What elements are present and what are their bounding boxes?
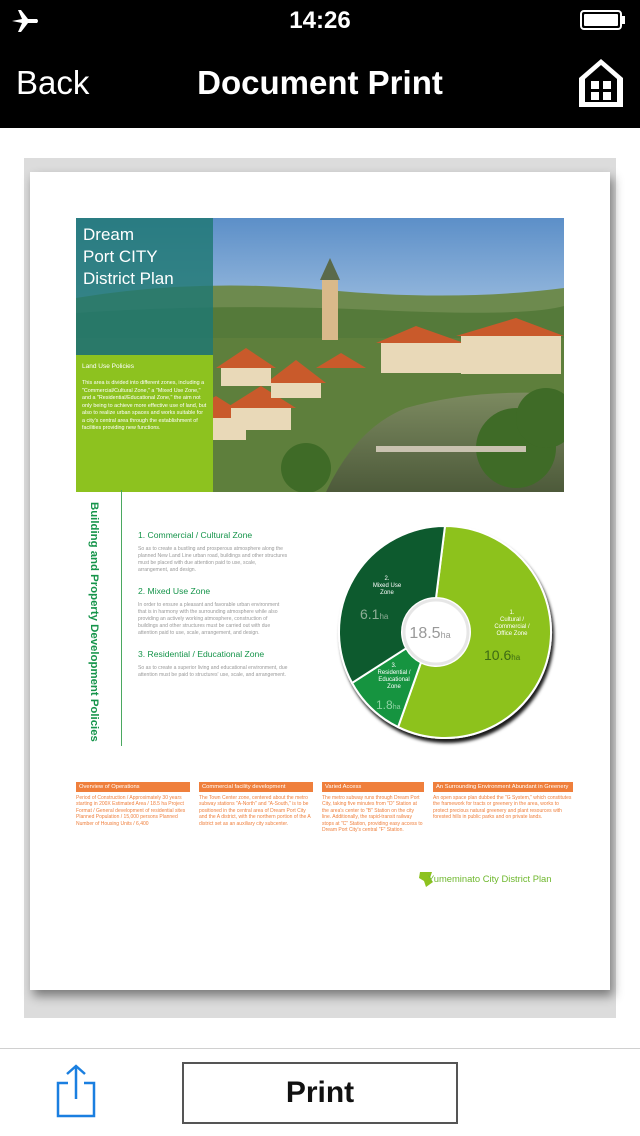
zone-descriptions: [138, 530, 288, 691]
land-use-text: This area is divided into different zones, including a "Commercial/Cultural Zone," a "Mixed Use Zone," and a "Residential/Educational Zone," the aim not only being to achieve more effective use of land, but also to realize urban spaces and works suitable for a city's central area through the establishment of facilities providing new functions.: [82, 380, 207, 431]
document-title: Dream Port CITY District Plan: [83, 225, 174, 288]
zone-text: In order to ensure a pleasant and favorable urban environment that is in harmony with the surrounding atmosphere while also providing an actively working atmosphere, construction of buildings and other structures must be carried out with due attention paid to use, scale, arrangement, and design.: [138, 602, 280, 636]
vertical-section-heading: Building and Property Development Policies: [88, 502, 100, 742]
status-time: 14:26: [289, 7, 351, 34]
svg-text:Educational: Educational: [378, 677, 410, 683]
hero-title-box: [76, 218, 213, 355]
info-body: An open space plan dubbed the "G System," which constitutes the framework for tracts or greenery in the area, works to protect precious natural greenery and plant resources with forested hills in public parks and on private lands.: [433, 795, 572, 821]
donut-center-total: 18.5ha: [409, 625, 451, 642]
home-icon[interactable]: [576, 56, 626, 110]
slice-value-mixed-use: 6.1ha: [360, 606, 389, 622]
land-use-heading: Land Use Policies: [82, 363, 135, 370]
svg-text:3.: 3.: [391, 663, 397, 669]
svg-text:Residential /: Residential /: [377, 670, 411, 676]
bottom-toolbar: [0, 1048, 640, 1136]
navigation-bar: [0, 40, 640, 128]
document-page: [30, 172, 610, 990]
zone-text: So as to create a superior living and educational environment, due attention must be paid to structures' use, scale, and arrangement.: [138, 665, 288, 678]
info-column-overview: [76, 782, 190, 827]
preview-frame: [24, 158, 616, 1018]
svg-text:Zone: Zone: [387, 684, 401, 690]
info-strip: [76, 782, 574, 852]
zone-title: 3. Residential / Educational Zone: [138, 649, 265, 659]
svg-text:Mixed Use: Mixed Use: [372, 583, 402, 589]
footer-logo-text: Yumeminato City District Plan: [428, 873, 552, 884]
svg-text:2.: 2.: [384, 576, 390, 582]
footer-logo: [418, 870, 568, 892]
info-heading: Commercial facility development: [199, 782, 313, 792]
divider: [121, 490, 122, 746]
info-body: The Town Center zone, centered about the metro subway stations "A-North" and "A-South," is to be positioned in the central area of Dream Port City and the A district, with the northern portion of the A district set as an auxiliary city subcenter.: [199, 795, 311, 827]
battery-icon: [580, 10, 626, 30]
svg-text:1.: 1.: [509, 610, 515, 616]
info-heading: Overview of Operations: [76, 782, 190, 792]
slice-value-residential: 1.8ha: [376, 698, 401, 712]
land-use-policies-box: [76, 355, 213, 492]
svg-text:Zone: Zone: [380, 590, 394, 596]
info-heading: Varied Access: [322, 782, 424, 792]
info-body: The metro subway runs through Dream Port City, taking five minutes from "D" Station at the area's center to "B" Station on the city line. Additionally, the rapid-transit railway stops at "C" Station, providing easy access to Dream Port City's central "F" Station.: [322, 795, 423, 834]
svg-text:Commercial /: Commercial /: [494, 624, 530, 630]
info-column-commercial: [199, 782, 313, 827]
zone-text: So as to create a bustling and prosperous atmosphere along the planned New Land Line urban road, buildings and other structures must be placed with due attention paid to use, scale, arrangement, and design.: [138, 546, 288, 573]
info-body: Period of Construction / Approximately 30 years starting in 200X Estimated Area / 18.5 ha Project Format / General development of residential sites Planned Population / 15,000 persons Planned Number of Housing Units / 6,400: [76, 795, 186, 827]
hero-section: [76, 218, 564, 492]
page-title: Document Print: [197, 64, 443, 101]
info-heading: An Surrounding Environment Abundant in Greenery: [433, 782, 573, 792]
svg-text:Cultural /: Cultural /: [499, 617, 525, 623]
land-area-donut-chart: [330, 522, 560, 748]
zone-title: 2. Mixed Use Zone: [138, 586, 211, 596]
svg-text:Office Zone: Office Zone: [496, 631, 528, 637]
status-bar: [0, 0, 640, 40]
info-column-access: [322, 782, 424, 833]
info-column-greenery: [433, 782, 573, 821]
share-icon[interactable]: [54, 1063, 98, 1119]
back-button[interactable]: Back: [16, 64, 90, 101]
print-button[interactable]: Print: [182, 1062, 458, 1124]
print-preview-area: [0, 128, 640, 1048]
zone-title: 1. Commercial / Cultural Zone: [138, 530, 253, 540]
slice-value-cultural-commercial: 10.6ha: [484, 647, 521, 663]
